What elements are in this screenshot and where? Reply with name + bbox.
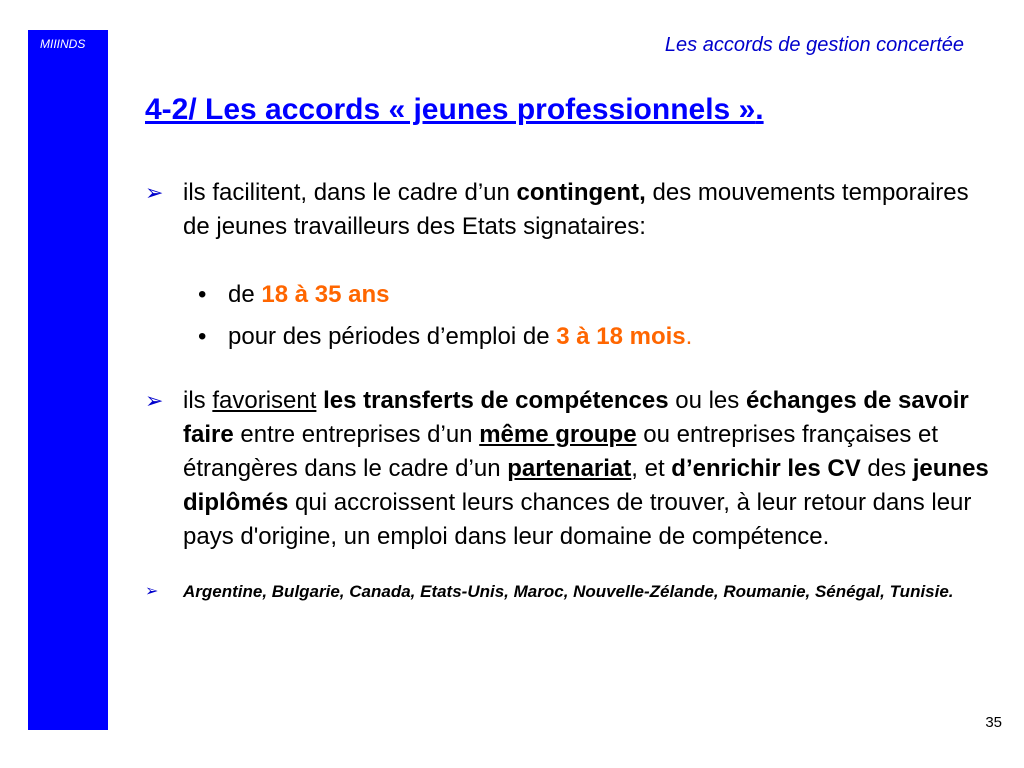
- p2-text-1: ils: [183, 387, 213, 414]
- sub-bullet-duration-text: pour des périodes d’emploi de: [228, 323, 557, 350]
- sub-bullet-duration-dot: .: [685, 323, 693, 350]
- sub-bullet-age-value: 18 à 35 ans: [261, 281, 390, 308]
- sub-bullet-duration-value: 3 à 18 mois: [556, 323, 686, 350]
- paragraph-1-bold: contingent,: [516, 179, 646, 206]
- sub-bullet-age-text: de: [228, 281, 262, 308]
- p2-partenariat: partenariat: [507, 455, 632, 482]
- p2-enrichir: d’enrichir les CV: [671, 455, 861, 482]
- p2-text-4: ou entreprises françaises et étrangères dans le cadre d’un: [183, 421, 939, 482]
- slide-title-dot: .: [755, 93, 764, 126]
- p2-text-6: des: [860, 455, 913, 482]
- paragraph-2: [145, 384, 995, 554]
- countries-list: Argentine, Bulgarie, Canada, Etats-Unis, Maroc, Nouvelle-Zélande, Roumanie, Sénégal, Tunisie.: [183, 582, 954, 601]
- sidebar-bar: [28, 30, 108, 730]
- p2-meme-groupe: même groupe: [479, 421, 637, 448]
- slide-title-text: 4-2/ Les accords « jeunes professionnels »: [145, 93, 756, 126]
- slide-content: [145, 176, 995, 621]
- page-number: 35: [985, 714, 1002, 731]
- slide-title: [145, 93, 764, 127]
- paragraph-countries: [145, 580, 995, 604]
- p2-echanges: échanges de savoir faire: [183, 387, 969, 448]
- paragraph-1-text-end: des mouvements temporaires de jeunes travailleurs des Etats signataires:: [183, 179, 969, 240]
- header-title: Les accords de gestion concertée: [664, 34, 964, 56]
- p2-jeunes-diplomes: jeunes diplômés: [183, 455, 989, 516]
- right-arrow-icon: ➢: [145, 180, 164, 205]
- sub-bullet-age: [145, 278, 995, 312]
- paragraph-1: [145, 176, 995, 244]
- p2-text-2: ou les: [668, 387, 746, 414]
- p2-text-5: , et: [631, 455, 672, 482]
- bullet-icon: •: [198, 323, 207, 350]
- p2-favorisent: favorisent: [212, 387, 317, 414]
- paragraph-1-text: ils facilitent, dans le cadre d’un: [183, 179, 517, 206]
- bullet-icon: •: [198, 281, 207, 308]
- p2-transferts: les transferts de compétences: [323, 387, 669, 414]
- sub-bullet-duration: [145, 320, 995, 354]
- p2-text-7: qui accroissent leurs chances de trouver, à leur retour dans leur pays d'origine, un emploi dans leur domaine de compétence.: [183, 489, 972, 550]
- sidebar-label: MIIINDS: [40, 37, 86, 51]
- right-arrow-icon: ➢: [145, 583, 159, 600]
- right-arrow-icon: ➢: [145, 388, 164, 413]
- p2-text-3: entre entreprises d’un: [233, 421, 480, 448]
